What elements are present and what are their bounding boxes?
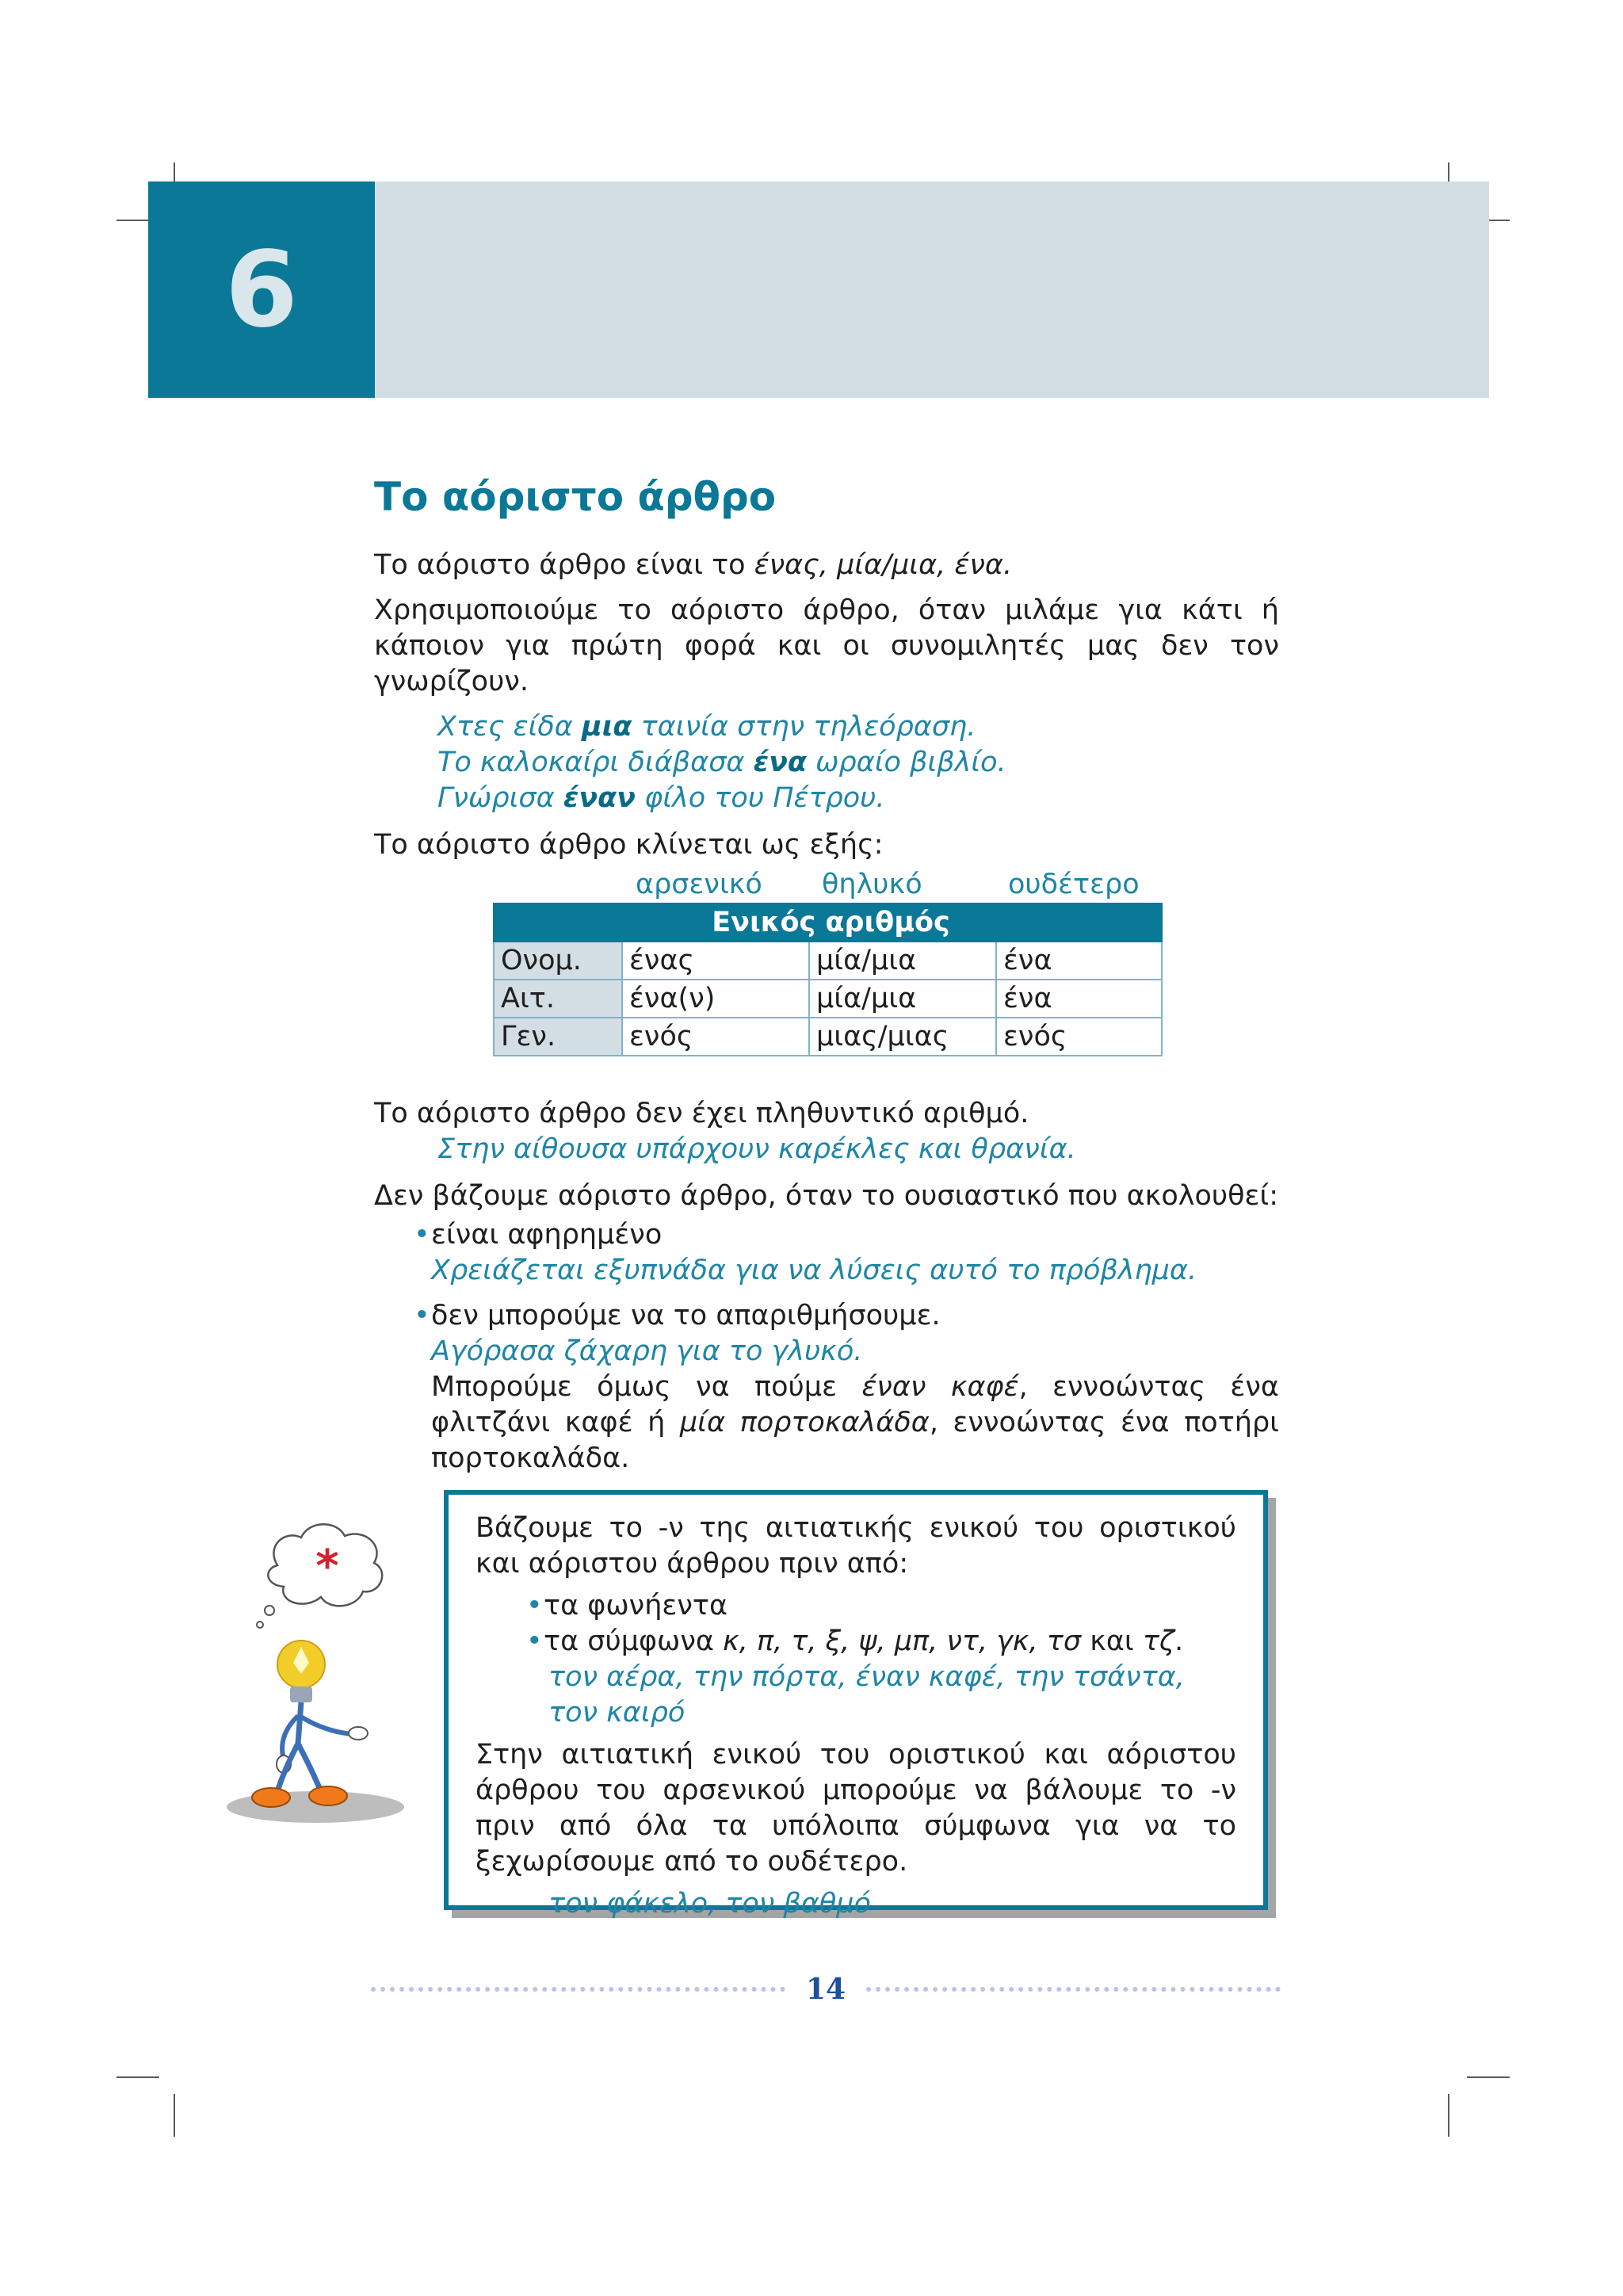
crop-mark [174, 2094, 175, 2137]
example-line: Γνώρισα έναν φίλο του Πέτρου. [437, 782, 885, 814]
table-row [494, 1018, 1162, 1056]
table-cell: ένα [996, 942, 1162, 980]
declension-table-wrap [493, 866, 1163, 1056]
note-paragraph-2: Στην αιτιατική ενικού του οριστικού και αόριστου άρθρου του αρσενικού μπορούμε να βάλουμε το -ν πριν από όλα τα υπόλοιπα σύμφωνα για να το ξεχωρίσουμε από το ουδέτερο. [475, 1739, 1236, 1878]
table-row [494, 980, 1162, 1018]
case-cell: Αιτ. [494, 980, 622, 1018]
omission-paragraph: Δεν βάζουμε αόριστο άρθρο, όταν το ουσιαστικό που ακολουθεί: [374, 1180, 1279, 1212]
plural-example: Στην αίθουσα υπάρχουν καρέκλες και θρανία. [437, 1133, 1076, 1165]
intro-text: Το αόριστο άρθρο είναι το [374, 549, 754, 581]
main-content [374, 476, 1279, 1477]
note-paragraph-1: Βάζουμε το -ν της αιτιατικής ενικού του οριστικού και αόριστου άρθρου πριν από: [475, 1512, 1236, 1580]
footer-dots-left [371, 1987, 785, 1992]
table-cell: μία/μια [809, 942, 996, 980]
declension-table [493, 903, 1163, 1056]
example-line: Το καλοκαίρι διάβασα ένα ωραίο βιβλίο. [437, 747, 1006, 778]
crop-mark [1467, 2076, 1510, 2078]
page-footer [371, 1972, 1281, 2007]
usage-paragraph: Χρησιμοποιούμε το αόριστο άρθρο, όταν μιλάμε για κάτι ή κάποιον για πρώτη φορά και οι συνομιλητές μας δεν τον γνωρίζουν. [374, 594, 1279, 697]
usage-examples [374, 709, 1279, 816]
crop-mark [116, 2076, 159, 2078]
declension-intro: Το αόριστο άρθρο κλίνεται ως εξής: [374, 829, 884, 861]
omission-list [374, 1217, 1279, 1253]
table-cell: ένας [622, 942, 809, 980]
table-cell: ενός [622, 1018, 809, 1056]
table-row [494, 942, 1162, 980]
omission-example-1 [374, 1253, 1279, 1289]
svg-text:*: * [315, 1541, 339, 1592]
list-item: • τα σύμφωνα κ, π, τ, ξ, ψ, μπ, ντ, γκ, τσ και τζ. [526, 1624, 1236, 1660]
page-number: 14 [805, 1973, 846, 2006]
example-line: Αγόρασα ζάχαρη για το γλυκό. [431, 1335, 863, 1367]
section-title: Το αόριστο άρθρο [374, 474, 777, 520]
table-cell: ένα(ν) [622, 980, 809, 1018]
case-cell: Γεν. [494, 1018, 622, 1056]
table-cell: μία/μια [809, 980, 996, 1018]
gender-feminine: θηλυκό [822, 869, 922, 900]
intro-paragraph [374, 548, 1279, 583]
lightbulb-character-icon [222, 1506, 428, 1839]
thought-bubble-icon [257, 1524, 382, 1628]
table-cell: ενός [996, 1018, 1162, 1056]
note-example-1: τον αέρα, την πόρτα, έναν καφέ, την τσάντα, τον καιρό [548, 1661, 1185, 1729]
example-line: Χτες είδα μια ταινία στην τηλεόραση. [437, 711, 976, 743]
omission-example-2 [374, 1334, 1279, 1477]
list-item: • τα φωνήεντα [526, 1588, 1236, 1624]
gender-headers [493, 866, 1163, 903]
chapter-number-box [148, 181, 375, 398]
case-cell: Ονομ. [494, 942, 622, 980]
table-cell: ένα [996, 980, 1162, 1018]
omission-note: Μπορούμε όμως να πούμε έναν καφέ, εννοώντας ένα φλιτζάνι καφέ ή μία πορτοκαλάδα, εννοώντας ένα ποτήρι πορτοκαλάδα. [431, 1371, 1280, 1474]
omission-list [374, 1298, 1279, 1334]
gender-masculine: αρσενικό [636, 869, 762, 900]
note-list [475, 1588, 1236, 1660]
note-example-2: τον φάκελο, τον βαθμό [548, 1888, 871, 1920]
example-line: Χρειάζεται εξυπνάδα για να λύσεις αυτό το πρόβλημα. [431, 1255, 1197, 1286]
footer-dots-right [866, 1987, 1281, 1992]
crop-mark [1448, 2094, 1449, 2137]
note-box [444, 1490, 1268, 1920]
list-item: • είναι αφηρημένο [414, 1217, 1279, 1253]
chapter-number: 6 [225, 228, 298, 351]
table-header: Ενικός αριθμός [494, 904, 1162, 942]
list-item: • δεν μπορούμε να το απαριθμήσουμε. [414, 1298, 1279, 1334]
gender-neuter: ουδέτερο [1008, 869, 1140, 900]
plural-paragraph: Το αόριστο άρθρο δεν έχει πληθυντικό αριθμό. [374, 1098, 1029, 1129]
intro-forms: ένας, μία/μια, ένα. [754, 549, 1013, 581]
table-cell: μιας/μιας [809, 1018, 996, 1056]
